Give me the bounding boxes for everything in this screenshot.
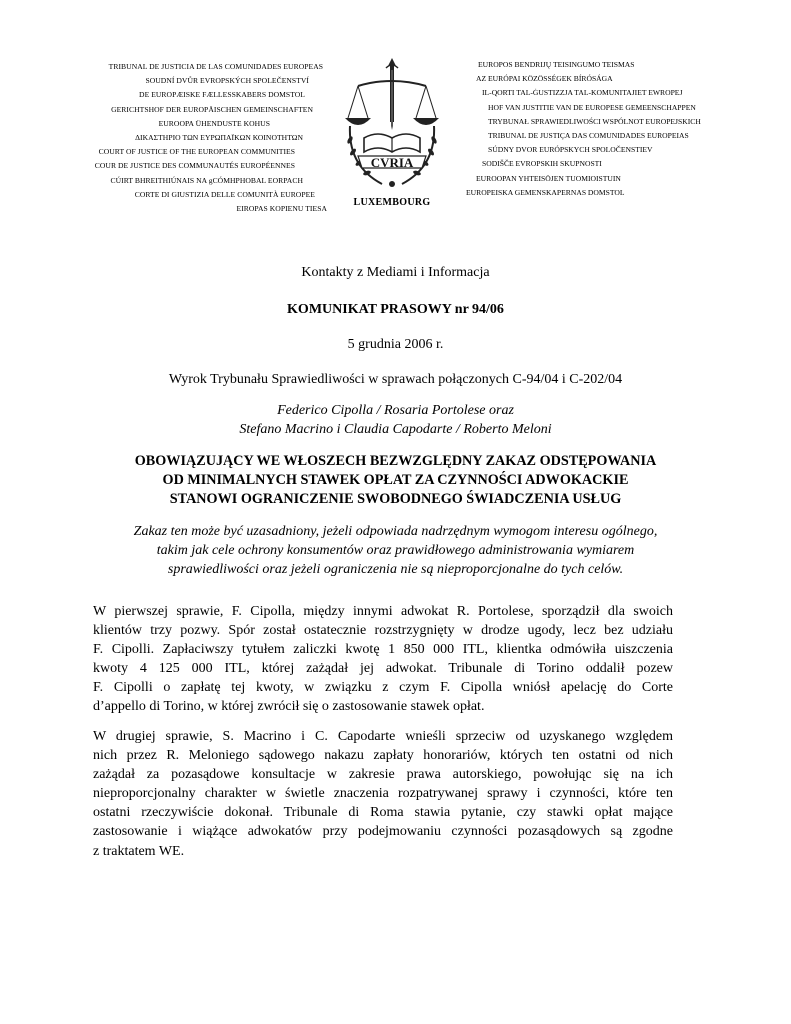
court-name: AZ EURÓPAI KÖZÖSSÉGEK BÍRÓSÁGA — [476, 74, 613, 84]
headline-line: OBOWIĄZUJĄCY WE WŁOSZECH BEZWZGLĘDNY ZAKAZ ODSTĘPOWANIA — [134, 453, 657, 469]
emblem-text: CVRIA — [370, 155, 414, 170]
court-name: CORTE DI GIUSTIZIA DELLE COMUNITÀ EUROPEE — [134, 189, 315, 199]
parties-line-2: Stefano Macrino i Claudia Capodarte / Roberto Meloni — [239, 422, 552, 437]
headline-line: STANOWI OGRANICZENIE SWOBODNEGO ŚWIADCZENIA USŁUG — [169, 491, 622, 507]
scales-of-justice-icon — [336, 56, 448, 206]
court-name: EUROOPAN YHTEISÖJEN TUOMIOISTUIN — [476, 173, 621, 183]
court-name: GERICHTSHOF DER EUROPÄISCHEN GEMEINSCHAFTEN — [111, 104, 313, 114]
paragraph-line: klientów trzy pozwy. Spór został ostatecznie rozstrzygnięty w drodze ugody, lecz bez udziału — [93, 623, 673, 639]
court-names-left — [55, 60, 327, 216]
court-name: TRIBUNAL DE JUSTIÇA DAS COMUNIDADES EUROPEIAS — [488, 131, 689, 141]
court-name: TRYBUNAŁ SPRAWIEDLIWOŚCI WSPÓLNOT EUROPEJSKICH — [488, 116, 701, 126]
summary-line: Zakaz ten może być uzasadniony, jeżeli odpowiada nadrzędnym wymogom interesu ogólnego, — [133, 524, 658, 539]
court-name: SÚDNY DVOR EURÓPSKYCH SPOLOČENSTIEV — [488, 145, 653, 155]
paragraph-2 — [93, 727, 673, 861]
court-name: COUR DE JUSTICE DES COMMUNAUTÉS EUROPÉENNES — [94, 161, 295, 171]
judgment-reference: Wyrok Trybunału Sprawiedliwości w sprawach połączonych C-94/04 i C-202/04 — [168, 372, 623, 387]
court-names-right — [466, 58, 766, 200]
court-name: SOUDNÍ DVŮR EVROPSKÝCH SPOLEČENSTVÍ — [145, 76, 309, 86]
paragraph-line: nich przez R. Meloniego sądowego nakazu zapłaty honorariów, których ten ostatni od nich — [93, 748, 673, 764]
court-emblem — [336, 56, 448, 216]
parties-line-1: Federico Cipolla / Rosaria Portolese oraz — [277, 403, 514, 418]
court-name: ΔΙΚΑΣΤΗΡΙΟ ΤΩΝ ΕΥΡΩΠΑΪΚΩΝ ΚΟΙΝΟΤΗΤΩΝ — [135, 133, 303, 143]
court-name: EUROOPA ÜHENDUSTE KOHUS — [158, 118, 270, 128]
paragraph-line: W pierwszej sprawie, F. Cipolla, między innymi adwokat R. Portolese, sporządził dla swoich — [93, 604, 673, 619]
paragraph-line: F. Cipolli o zapłatę tej kwoty, w związku z czym F. Cipolla wniósł apelację do Corte — [93, 680, 673, 696]
court-name: CÚIRT BHREITHIÚNAIS NA gCÓMHPHOBAL EORPACH — [110, 175, 303, 185]
headline — [60, 452, 731, 509]
court-name: SODIŠČE EVROPSKIH SKUPNOSTI — [482, 159, 602, 169]
paragraph-line: zażądał za pozasądowe konsultacje w zakresie prawa autorskiego, powołując się na ich — [93, 767, 673, 783]
paragraph-line: d’appello di Torino, w której zwrócił się o zastosowanie stawek opłat. — [93, 699, 485, 715]
department-line: Kontakty z Mediami i Informacja — [301, 265, 490, 280]
city-label: LUXEMBOURG — [353, 197, 431, 208]
paragraph-line: kwoty 4 125 000 ITL, której zażądał jej adwokat. Tribunale di Torino oddalił pozew — [93, 661, 673, 677]
paragraph-line: zastosowanie i wiążące adwokatów przy podejmowaniu czynności pozasądowych są zgodne — [93, 824, 673, 840]
court-name: EUROPEISKA GEMENSKAPERNAS DOMSTOL — [466, 187, 625, 197]
paragraph-line: ostatni rzeczywiście dokonał. Tribunale di Roma stawia pytanie, czy stawki opłat mające — [93, 805, 673, 821]
headline-line: OD MINIMALNYCH STAWEK OPŁAT ZA CZYNNOŚCI ADWOKACKIE — [162, 472, 629, 488]
paragraph-line: z traktatem WE. — [93, 843, 185, 859]
paragraph-1 — [93, 602, 673, 717]
court-name: TRIBUNAL DE JUSTICIA DE LAS COMUNIDADES EUROPEAS — [108, 62, 323, 71]
summary-line: sprawiedliwości oraz jeżeli ograniczenia nie są nieproporcjonalne do tych celów. — [167, 562, 624, 577]
summary-line: takim jak cele ochrony konsumentów oraz prawidłowego administrowania wymiarem — [156, 543, 635, 558]
summary — [70, 522, 721, 579]
court-name: COURT OF JUSTICE OF THE EUROPEAN COMMUNITIES — [98, 147, 295, 157]
court-name: HOF VAN JUSTITIE VAN DE EUROPESE GEMEENSCHAPPEN — [488, 102, 696, 112]
press-release-title: KOMUNIKAT PRASOWY nr 94/06 — [287, 302, 504, 317]
court-name: EUROPOS BENDRIJŲ TEISINGUMO TEISMAS — [478, 60, 635, 69]
paragraph-line: nieproporcjonalny charakter w świetle znaczenia rozpatrywanej sprawy i czynności, które ten — [93, 786, 673, 802]
paragraph-line: F. Cipolli. Zapłaciwszy tytułem zaliczki kwotę 1 850 000 ITL, klientka odmówiła uiszczenia — [93, 642, 673, 658]
release-date: 5 grudnia 2006 r. — [347, 337, 444, 352]
court-name: DE EUROPÆISKE FÆLLESSKABERS DOMSTOL — [139, 90, 305, 100]
paragraph-line: W drugiej sprawie, S. Macrino i C. Capodarte wnieśli sprzeciw od uzyskanego względem — [93, 729, 673, 744]
court-name: EIROPAS KOPIENU TIESA — [236, 204, 327, 214]
court-name: IL-QORTI TAL-ĠUSTIZZJA TAL-KOMUNITAJIET EWROPEJ — [482, 88, 683, 98]
